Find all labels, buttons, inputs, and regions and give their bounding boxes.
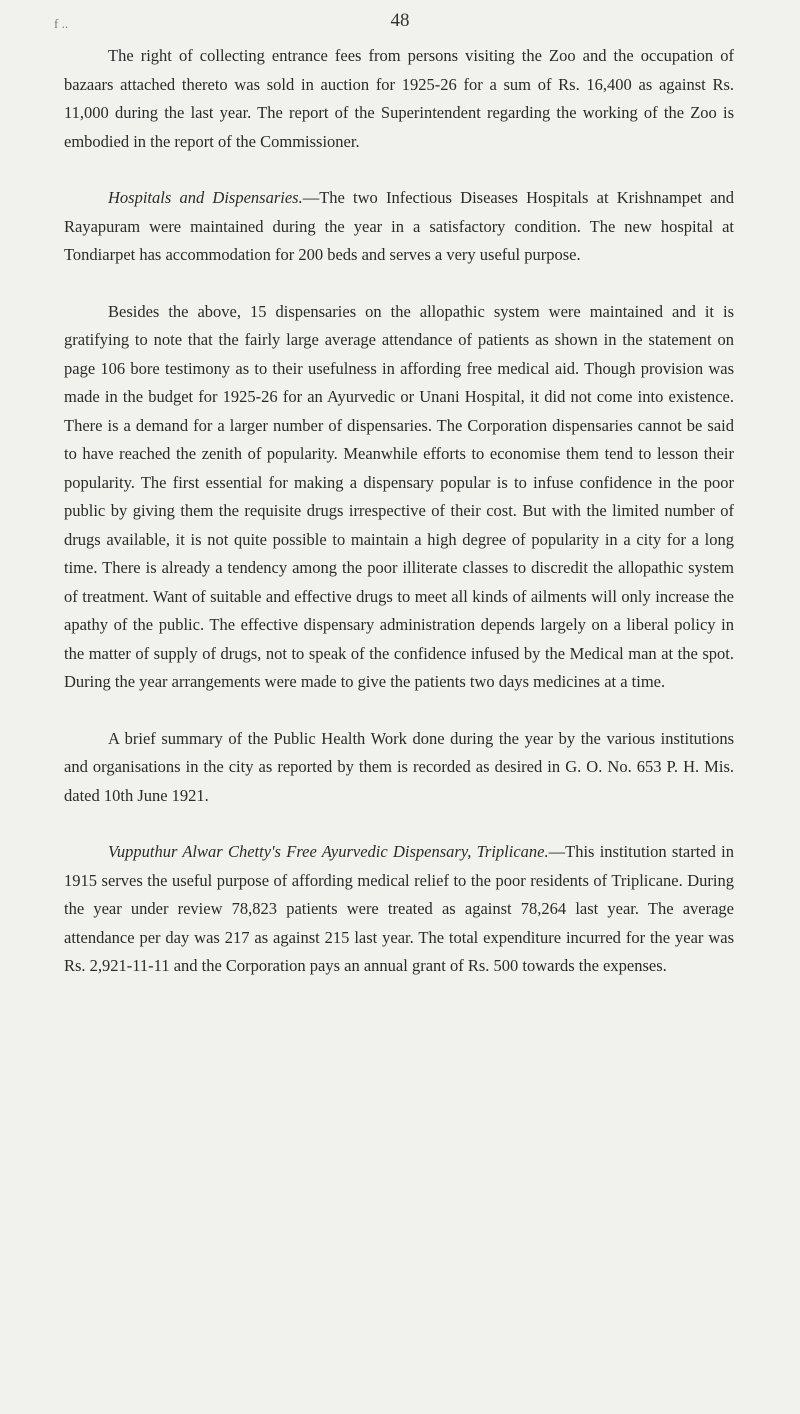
paragraph-dispensaries: Besides the above, 15 dispensaries on the allopathic system were maintained and it is gratifying to note that the fairly large average attendance of patients as shown in the statement on page 106 bore testimony as to their usefulness in affording free medical aid. Though provision was made in the budget for 1925-26 for an Ayurvedic or Unani Hospital, it did not come into existence. There is a demand for a larger number of dispensaries. The Corporation dispensaries cannot be said to have reached the zenith of popularity. Meanwhile efforts to economise them tend to lesson their popularity. The first essential for making a dispensary popular is to infuse confidence in the poor public by giving them the requisite drugs irrespective of their cost. But with the limited number of drugs available, it is not quite possible to maintain a high degree of popularity in a city for a long time. There is already a tendency among the poor illiterate classes to discredit the allopathic system of treatment. Want of suitable and effective drugs to meet all kinds of ailments will only increase the apathy of the public. The effective dispensary administration depends largely on a liberal policy in the matter of supply of drugs, not to speak of the confidence infused by the Medical man at the spot. During the year arrangements were made to give the patients two days medicines at a time.: [64, 301, 734, 691]
page-number: 48: [390, 10, 410, 31]
margin-mark: f ..: [54, 16, 69, 31]
paragraph-vupputhur: [64, 838, 734, 981]
paragraph-summary: A brief summary of the Public Health Work done during the year by the various institutions and organisations in the city as reported by them is recorded as desired in G. O. No. 653 P. H. Mis. dated 10th June 1921.: [64, 728, 734, 805]
section-heading-vupputhur: Vupputhur Alwar Chetty's Free Ayurvedic Dispensary, Triplicane.: [108, 842, 549, 861]
section-heading-hospitals: Hospitals and Dispensaries.: [108, 188, 303, 207]
body-text: [64, 42, 734, 1009]
paragraph-vupputhur-text: —This institution started in 1915 serves the useful purpose of affording medical relief to the poor residents of Triplicane. During the year under review 78,823 patients were treated as against 78,264 last year. The average attendance per day was 217 as against 215 last year. The total expenditure incurred for the year was Rs. 2,921-11-11 and the Corporation pays an annual grant of Rs. 500 towards the expenses.: [64, 842, 735, 975]
paragraph-hospitals-text: —The two Infectious Diseases Hospitals at Krishnampet and Rayapuram were maintained during the year in a satisfactory condition. The new hospital at Tondiarpet has accommodation for 200 beds and serves a very useful purpose.: [64, 188, 734, 264]
paragraph-zoo: The right of collecting entrance fees from persons visiting the Zoo and the occupation of bazaars attached thereto was sold in auction for 1925-26 for a sum of Rs. 16,400 as against Rs. 11,000 during the last year. The report of the Superintendent regarding the working of the Zoo is embodied in the report of the Commissioner.: [64, 46, 734, 151]
paragraph-hospitals: [64, 184, 734, 270]
